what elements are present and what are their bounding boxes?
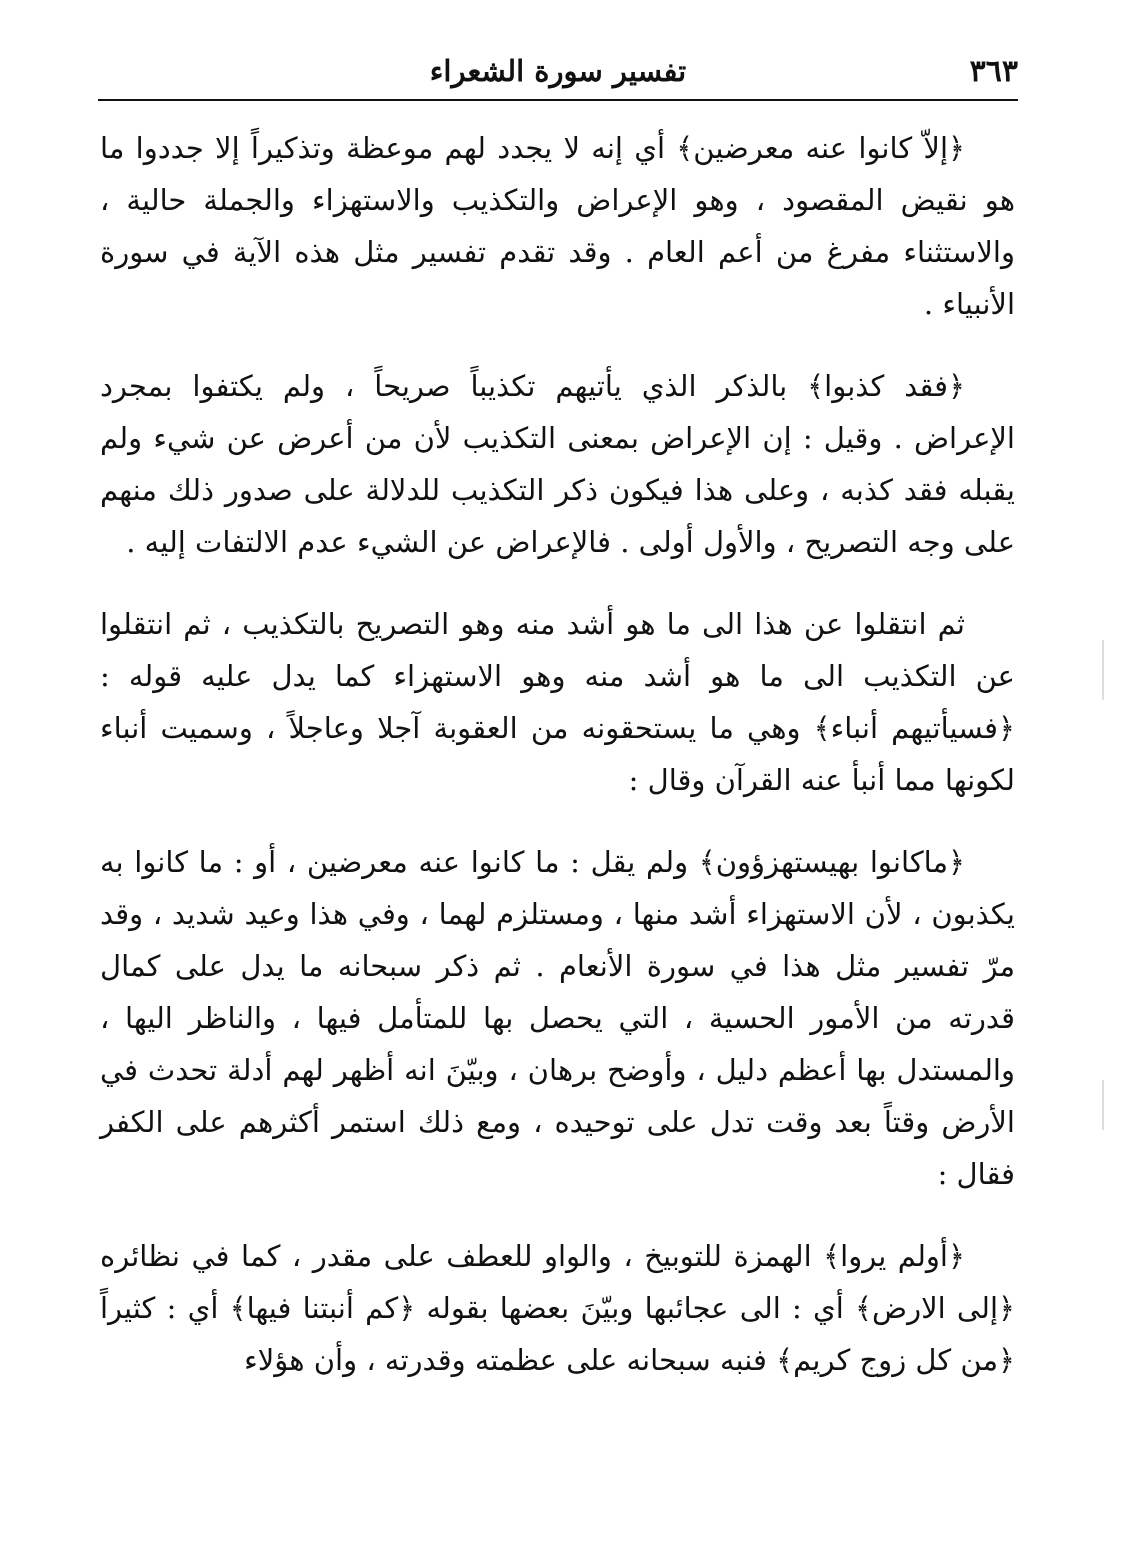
- paragraph: ﴿إلاّ كانوا عنه معرضين﴾ أي إنه لا يجدد لهم موعظة وتذكيراً إلا جددوا ما هو نقيض المقصود ، وهو الإعراض والتكذيب والاستهزاء والجملة حالية ، والاستثناء مفرغ من أعم العام . وقد تقدم تفسير مثل هذه الآية في سورة الأنبياء .: [100, 131, 1015, 321]
- page-body: [100, 122, 1015, 1416]
- header-divider: [98, 99, 1018, 101]
- paragraph: ثم انتقلوا عن هذا الى ما هو أشد منه وهو التصريح بالتكذيب ، ثم انتقلوا عن التكذيب الى ما هو أشد منه وهو الاستهزاء كما يدل عليه قوله : ﴿فسيأتيهم أنباء﴾ وهي ما يستحقونه من العقوبة آجلا وعاجلاً ، وسميت أنباء لكونها مما أنبأ عنه القرآن وقال :: [100, 607, 1015, 797]
- paragraph: ﴿ماكانوا بهيستهزؤون﴾ ولم يقل : ما كانوا عنه معرضين ، أو : ما كانوا به يكذبون ، لأن الاستهزاء أشد منها ، ومستلزم لهما ، وفي هذا وعيد شديد ، وقد مرّ تفسير مثل هذا في سورة الأنعام . ثم ذكر سبحانه ما يدل على كمال قدرته من الأمور الحسية ، التي يحصل بها للمتأمل فيها ، والناظر اليها ، والمستدل بها أعظم دليل ، وأوضح برهان ، وبيّنَ انه أظهر لهم أدلة تحدث في الأرض وقتاً بعد وقت تدل على توحيده ، ومع ذلك استمر أكثرهم على الكفر فقال :: [100, 845, 1015, 1191]
- scan-speck: [1102, 1080, 1104, 1130]
- page-header: [98, 40, 1018, 98]
- scan-speck: [1102, 640, 1104, 700]
- running-title: تفسير سورة الشعراء: [429, 54, 687, 88]
- page-number: ٣٦٣: [969, 54, 1018, 89]
- paragraph: ﴿أولم يروا﴾ الهمزة للتوبيخ ، والواو للعطف على مقدر ، كما في نظائره ﴿إلى الارض﴾ أي : الى عجائبها وبيّنَ بعضها بقوله ﴿كم أنبتنا فيها﴾ أي : كثيراً ﴿من كل زوج كريم﴾ فنبه سبحانه على عظمته وقدرته ، وأن هؤلاء: [100, 1239, 1015, 1377]
- paragraph: ﴿فقد كذبوا﴾ بالذكر الذي يأتيهم تكذيباً صريحاً ، ولم يكتفوا بمجرد الإعراض . وقيل : إن الإعراض بمعنى التكذيب لأن من أعرض عن شيء ولم يقبله فقد كذبه ، وعلى هذا فيكون ذكر التكذيب للدلالة على صدور ذلك منهم على وجه التصريح ، والأول أولى . فالإعراض عن الشيء عدم الالتفات إليه .: [100, 369, 1015, 559]
